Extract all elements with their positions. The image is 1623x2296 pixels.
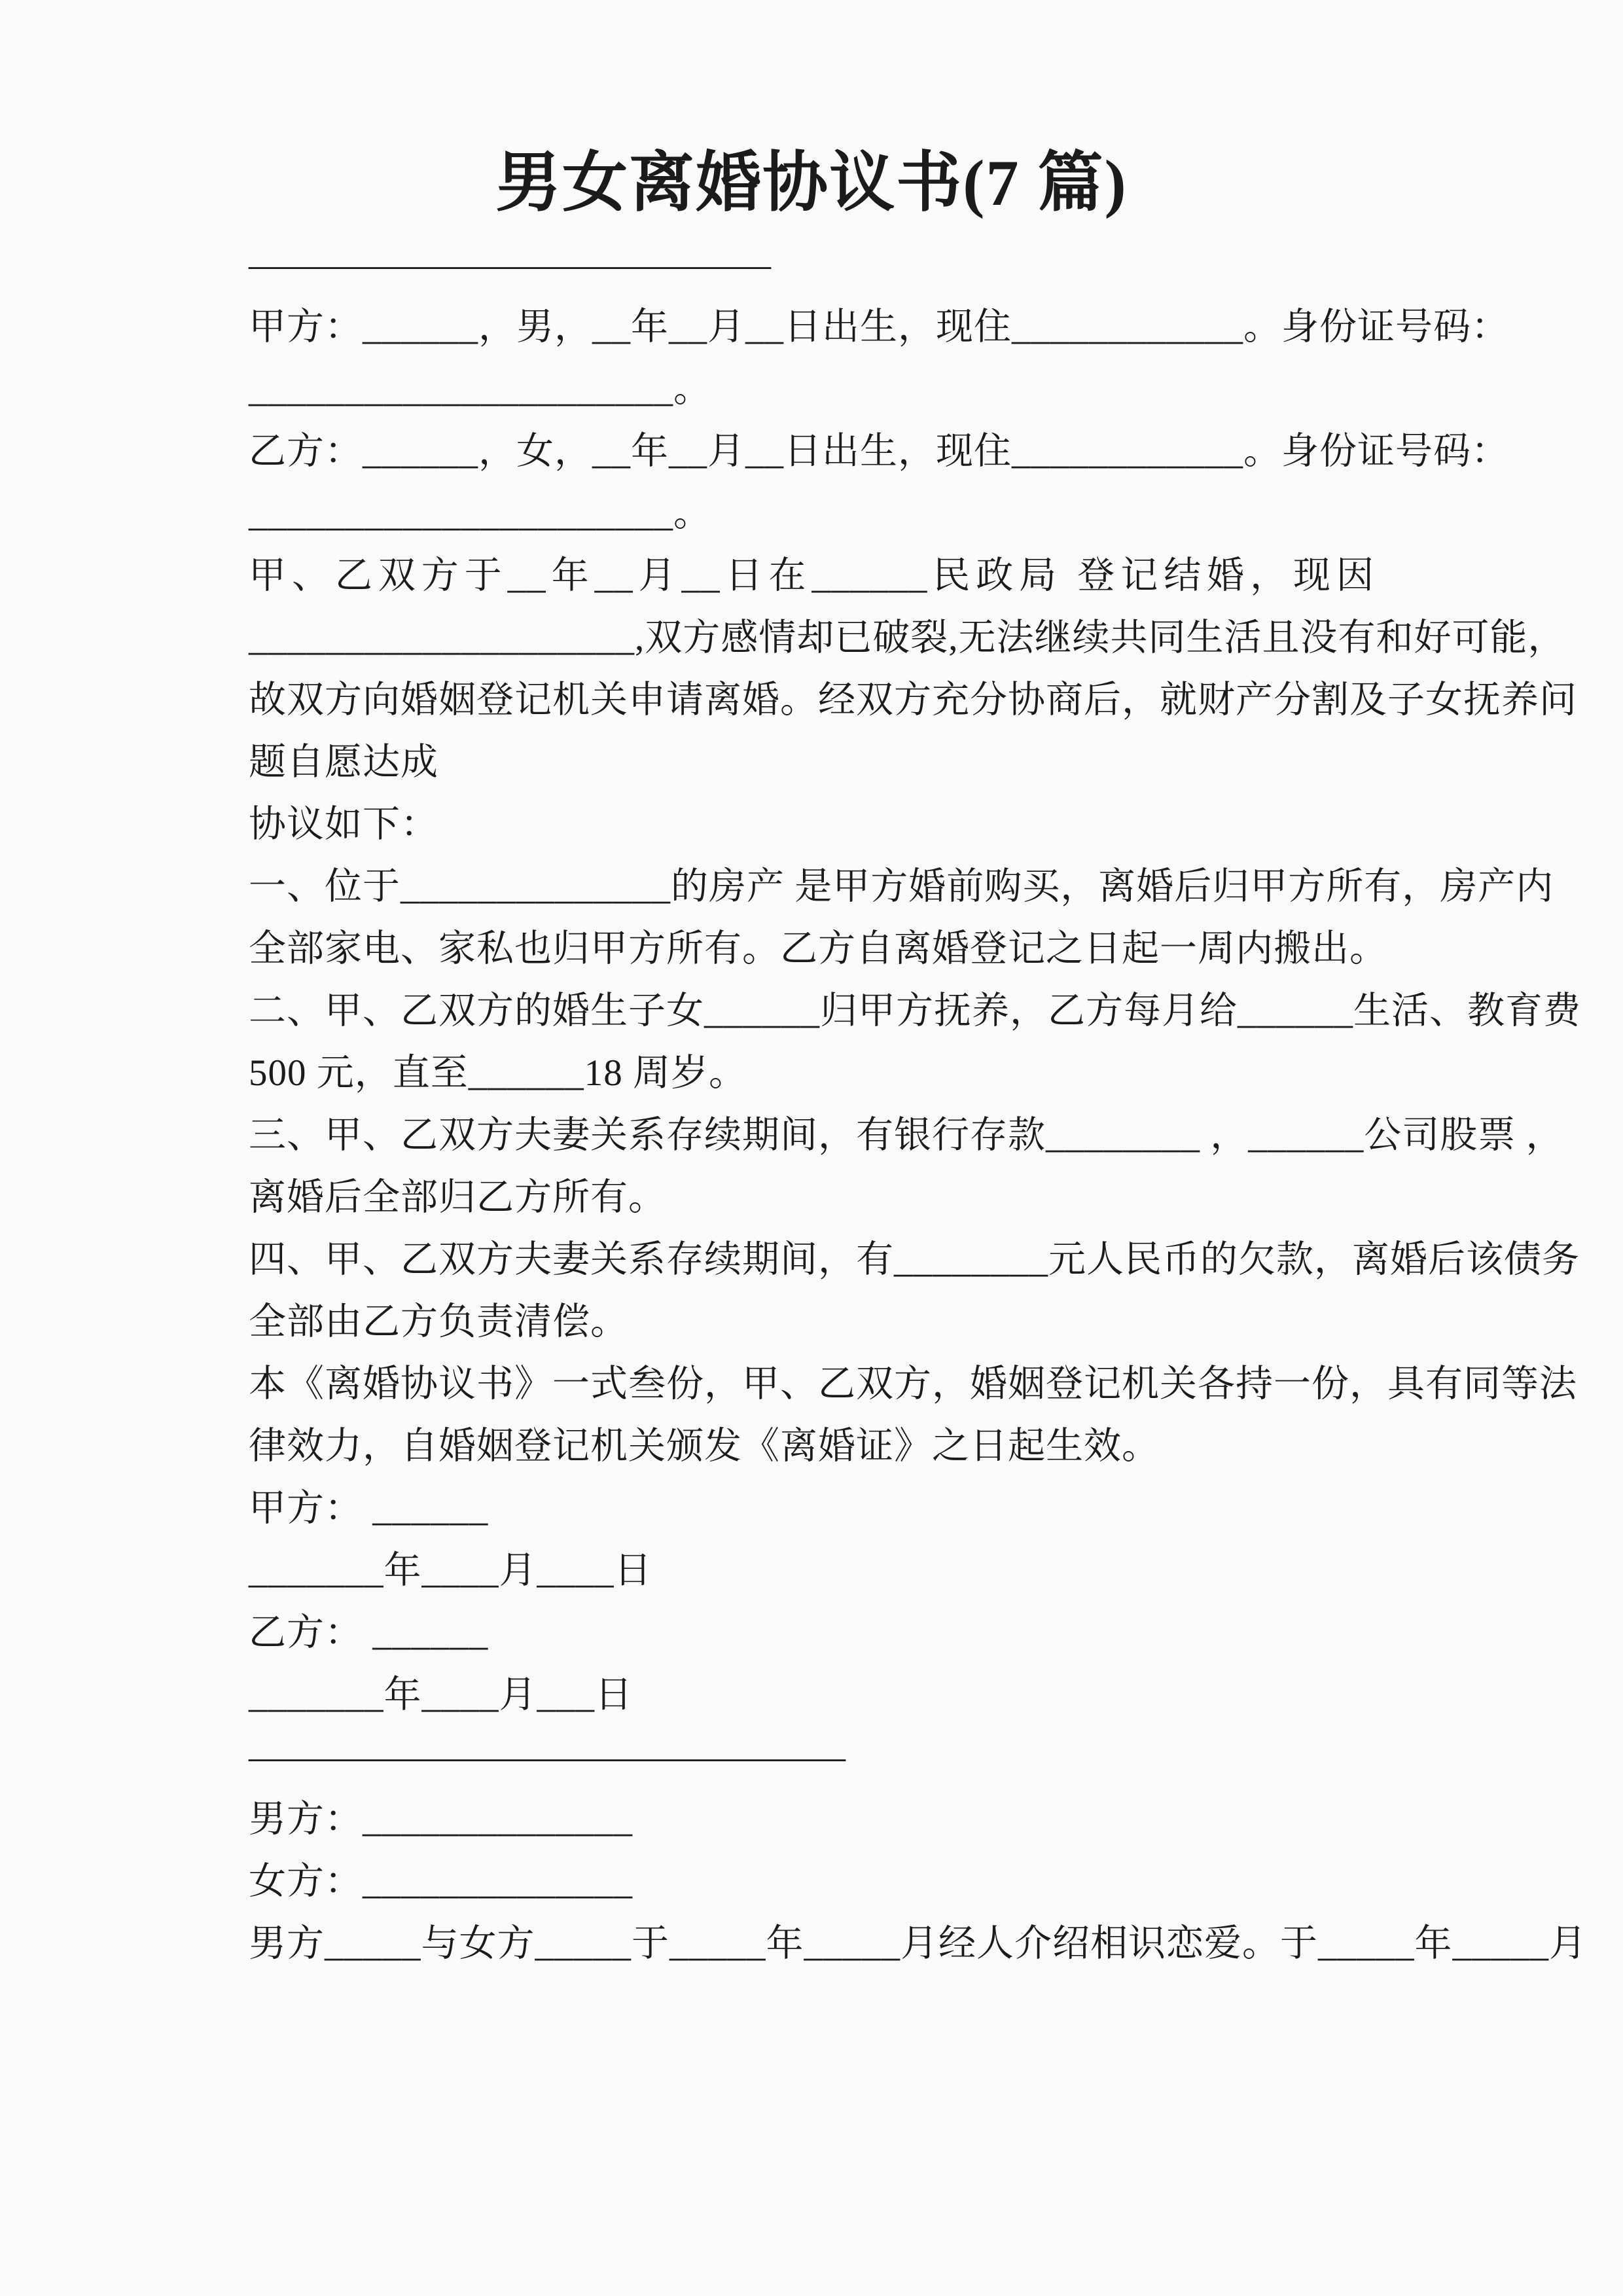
document-line: _______年____月___日 [249,1674,633,1715]
document-line: ______________________。 [249,368,711,410]
document-line: 乙方：______，女，__年__月__日出生，现住____________。身份证号码： [249,431,1509,472]
separator-line: ———————————————— [249,1736,846,1778]
document-line: 男方_____与女方_____于_____年_____月经人介绍相识恋爱。于_____年_____月 [249,1923,1587,1964]
document-line: 律效力，自婚姻登记机关颁发《离婚证》之日起生效。 [249,1426,1160,1467]
document-line: 离婚后全部归乙方所有。 [249,1177,666,1218]
document-line: 全部家电、家私也归甲方所有。乙方自离婚登记之日起一周内搬出。 [249,928,1387,969]
document-line: ______________________。 [249,493,711,534]
document-line: 全部由乙方负责清偿。 [249,1301,628,1342]
document-title: 男女离婚协议书(7 篇) [495,147,1128,219]
document-line: 甲方： ______ [249,1488,489,1529]
document-line: 乙方： ______ [249,1612,489,1653]
document-line: 三、甲、乙双方夫妻关系存续期间，有银行存款________ ，______公司股票 ， [249,1115,1564,1156]
document-line: ____________________,双方感情却已破裂,无法继续共同生活且没有和好可能， [249,617,1566,658]
document-line: 一、位于______________的房产 是甲方婚前购买，离婚后归甲方所有，房产内 [249,866,1554,907]
document-line: 男方：______________ [249,1799,633,1840]
document-line: 题自愿达成 [249,742,438,783]
document-line: 四、甲、乙双方夫妻关系存续期间，有________元人民币的欠款，离婚后该债务 [249,1239,1580,1280]
document-line: 二、甲、乙双方的婚生子女______归甲方抚养，乙方每月给______生活、教育费 [249,990,1581,1031]
document-line: 本《离婚协议书》一式叁份，甲、乙双方，婚姻登记机关各持一份，具有同等法 [249,1363,1577,1405]
document-line: _______年____月____日 [249,1550,652,1591]
document-line: 甲方：______，男，__年__月__日出生，现住____________。身份证号码： [249,306,1509,348]
document-line: 甲、乙双方于__年__月__日在______民政局 登记结婚，现因 [249,555,1374,596]
document-body [249,234,1587,1975]
document-line: 协议如下： [249,804,438,845]
separator-line: —————————————— [249,244,771,285]
document-line: 女方：______________ [249,1861,633,1902]
document-line: 500 元，直至______18 周岁。 [249,1052,747,1094]
document-line: 故双方向婚姻登记机关申请离婚。经双方充分协商后，就财产分割及子女抚养问 [249,679,1577,721]
